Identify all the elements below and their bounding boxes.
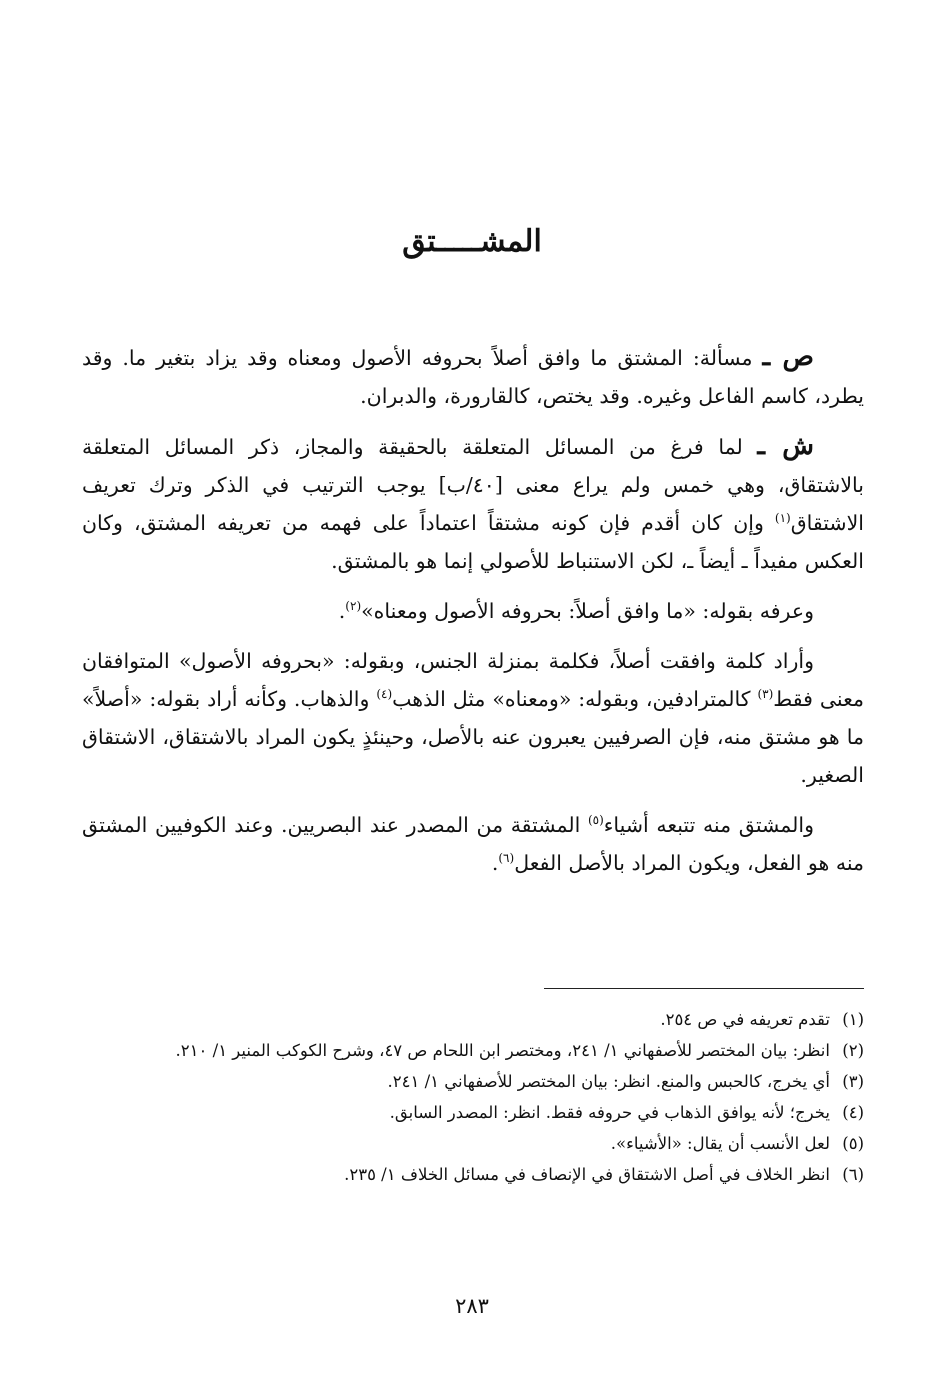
footnote [82, 1035, 864, 1066]
footnote-reference: (٦) [498, 851, 515, 866]
paragraph-text: كالمترادفين، وبقوله: «ومعناه» مثل الذهب [392, 687, 758, 711]
footnote [82, 1128, 864, 1159]
paragraph-text: وأراد كلمة وافقت أصلاً، فكلمة بمنزلة الجنس، وبقوله: «بحروفه الأصول» المتوافقان معنى فقط [82, 649, 864, 711]
paragraph-text: وإن كان أقدم فإن كونه مشتقاً اعتماداً على فهمه من تعريفه المشتق، وكان العكس مفيداً ـ أيضاً ـ، لكن الاستنباط للأصولي إنما هو بالمشتق. [82, 511, 864, 573]
footnote-text: تقدم تعريفه في ص ٢٥٤. [660, 1010, 830, 1029]
paragraph [82, 806, 864, 882]
footnote [82, 1097, 864, 1128]
footnote-reference: (٤) [376, 687, 393, 702]
footnote-reference: (١) [774, 511, 791, 526]
paragraph-marker: ش ـ [757, 431, 814, 461]
footnote-number: (٢) [842, 1041, 864, 1060]
footnote-reference: (٢) [345, 599, 362, 614]
footnote-number: (٣) [842, 1072, 864, 1091]
main-text [82, 338, 864, 894]
footnote-text: انظر: بيان المختصر للأصفهاني ١/ ٢٤١، ومختصر ابن اللحام ص ٤٧، وشرح الكوكب المنير ١/ ٢١٠. [175, 1041, 830, 1060]
page-title: المشـــــتق [402, 224, 542, 259]
footnote-number: (٦) [842, 1165, 864, 1184]
paragraph-text: المشتقة من المصدر عند البصريين. وعند الكوفيين المشتق منه هو الفعل، ويكون المراد بالأصل الفعل [82, 813, 864, 875]
page-number: ٢٨٣ [455, 1294, 489, 1318]
footnote [82, 1159, 864, 1190]
footnotes [82, 1004, 864, 1190]
footnote [82, 1066, 864, 1097]
paragraph [82, 338, 864, 415]
paragraph [82, 642, 864, 794]
footnote [82, 1004, 864, 1035]
paragraph-text: والمشتق منه تتبعه أشياء [603, 813, 814, 837]
paragraph-text: وعرفه بقوله: «ما وافق أصلاً: بحروفه الأصول ومعناه» [361, 599, 814, 623]
paragraph-marker: ص ـ [762, 342, 814, 372]
footnote-number: (٤) [842, 1103, 864, 1122]
footnote-text: يخرج؛ لأنه يوافق الذهاب في حروفه فقط. انظر: المصدر السابق. [389, 1103, 830, 1122]
footnote-text: لعل الأنسب أن يقال: «الأشياء». [610, 1134, 830, 1153]
footnote-divider [544, 988, 864, 989]
footnote-text: أي يخرج، كالحبس والمنع. انظر: بيان المختصر للأصفهاني ١/ ٢٤١. [387, 1072, 830, 1091]
footnote-text: انظر الخلاف في أصل الاشتقاق في الإنصاف في مسائل الخلاف ١/ ٢٣٥. [344, 1165, 830, 1184]
paragraph-text: . [338, 599, 346, 623]
paragraph-text: لما فرغ من المسائل المتعلقة بالحقيقة والمجاز، ذكر المسائل المتعلقة بالاشتقاق، وهي خمس ولم يراع معنى [٤٠/ب] يوجب الترتيب في الذكر وترك تعريف الاشتقاق [82, 435, 864, 535]
footnote-number: (٥) [842, 1134, 864, 1153]
footnote-number: (١) [842, 1010, 864, 1029]
paragraph-text: مسألة: المشتق ما وافق أصلاً بحروفه الأصول ومعناه وقد يزاد بتغير ما. وقد يطرد، كاسم الفاعل وغيره. وقد يختص، كالقارورة، والدبران. [82, 346, 864, 408]
footnote-reference: (٣) [757, 687, 774, 702]
footnote-reference: (٥) [587, 813, 604, 828]
paragraph-text: . [491, 851, 499, 875]
paragraph-text: والذهاب. وكأنه أراد بقوله: «أصلاً» ما هو مشتق منه، فإن الصرفيين يعبرون عنه بالأصل، وحينئذٍ يكون المراد بالاشتقاق، الاشتقاق الصغير. [82, 687, 864, 787]
paragraph [82, 592, 864, 630]
paragraph [82, 427, 864, 580]
